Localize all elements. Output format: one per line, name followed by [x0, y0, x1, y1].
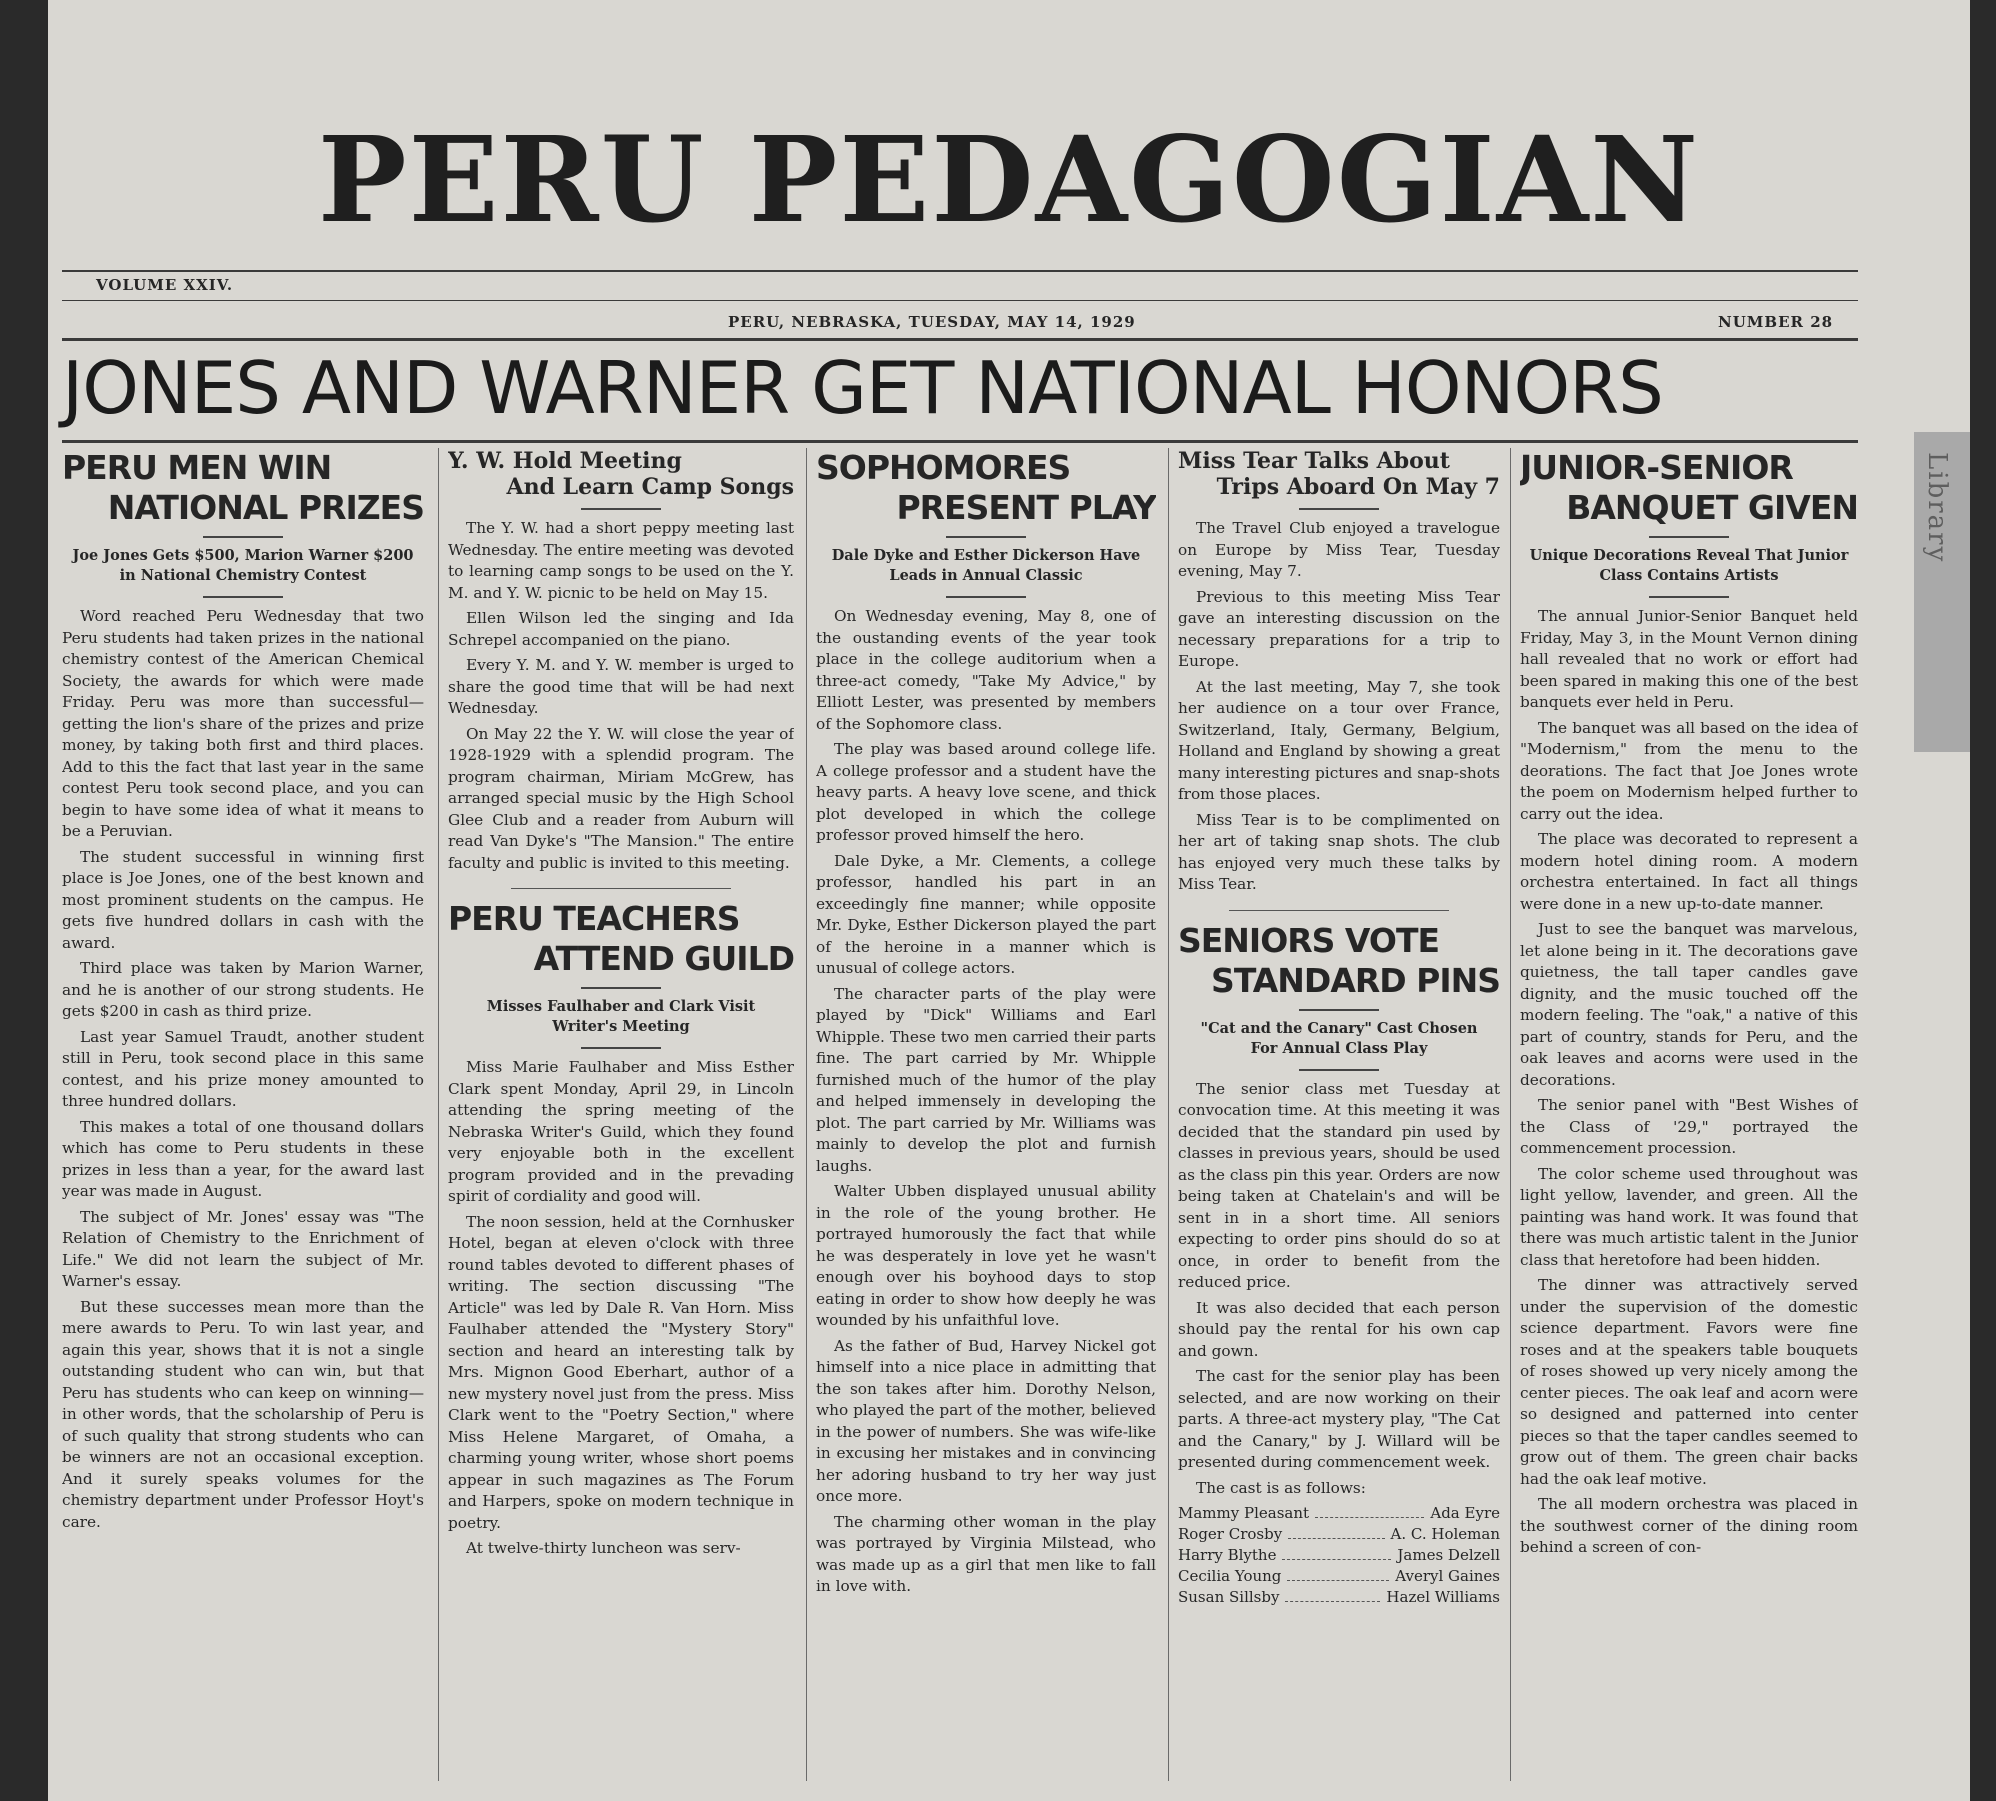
paragraph: Ellen Wilson led the singing and Ida Schrepel accompanied on the piano. [448, 609, 794, 649]
article-body [62, 606, 424, 1533]
article-headline [816, 448, 1156, 528]
headline-line-2: STANDARD PINS [1211, 960, 1500, 1000]
cast-role: Susan Sillsby [1178, 1588, 1280, 1606]
paragraph: The annual Junior-Senior Banquet held Friday, May 3, in the Mount Vernon dining hall revealed that no work or effort had been spared in making this one of the best banquets ever held in Peru. [1520, 607, 1858, 711]
headline-divider [946, 536, 1026, 538]
article-headline [448, 448, 794, 500]
headline-line-2: Trips Aboard On May 7 [1216, 474, 1500, 500]
paragraph: Last year Samuel Traudt, another student still in Peru, took second place in this same contest, and his prize money amounted to three hundred dollars. [62, 1027, 424, 1110]
headline-line-2: And Learn Camp Songs [506, 474, 794, 500]
column-4-articles [1178, 448, 1500, 1801]
leader-dots [1288, 1524, 1384, 1539]
cast-row [1178, 1524, 1500, 1545]
paragraph: On May 22 the Y. W. will close the year of 1928-1929 with a splendid program. The program chairman, Miriam McGrew, has arranged special music by the High School Glee Club and a reader from Auburn will read Van Dyke's "The Mansion." The entire faculty and public is invited to this meeting. [448, 724, 794, 872]
leader-dots [1285, 1587, 1380, 1602]
paragraph: Just to see the banquet was marvelous, let alone being in it. The decorations gave quietness, the tall taper candles gave dignity, and the music touched off the modern feeling. The "oak," a native of this part of country, stands for Peru, and the oak leaves and acorns were used in the decorations. [1520, 920, 1858, 1089]
paragraph: The senior class met Tuesday at convocation time. At this meeting it was decided that the standard pin used by classes in previous years, should be used as the class pin this year. Orders are now being taken at Chatelain's and will be sent in in a short time. All seniors expecting to order pins should do so at once, in order to benefit from the reduced price. [1178, 1079, 1500, 1291]
paragraph: Third place was taken by Marion Warner, and he is another of our strong students. He gets $200 in cash as third prize. [62, 959, 424, 1020]
subhead-divider [1299, 1069, 1379, 1071]
headline-line-1: Miss Tear Talks About [1178, 448, 1450, 474]
paragraph: The cast is as follows: [1196, 1478, 1366, 1497]
paragraph: Previous to this meeting Miss Tear gave an interesting discussion on the necessary preparations for a trip to Europe. [1178, 587, 1500, 670]
article-subhead: Joe Jones Gets $500, Marion Warner $200 in National Chemistry Contest [72, 547, 414, 584]
masthead-rule-bottom [62, 338, 1858, 341]
article-subhead: Dale Dyke and Esther Dickerson Have Leads in Annual Classic [831, 547, 1141, 584]
article-subhead: Misses Faulhaber and Clark Visit Writer's Meeting [486, 998, 756, 1035]
headline-line-1: JUNIOR-SENIOR [1520, 448, 1793, 487]
paragraph: Dale Dyke, a Mr. Clements, a college professor, handled his part in an exceedingly fine manner; while opposite Mr. Dyke, Esther Dickerson played the part of the heroine in a manner which is unusual of college actors. [816, 851, 1156, 977]
headline-line-1: Y. W. Hold Meeting [448, 448, 682, 474]
masthead-rule-mid [62, 300, 1858, 301]
library-tab-label: Library [1922, 452, 1952, 564]
article-headline [448, 899, 794, 979]
paragraph: The all modern orchestra was placed in the southwest corner of the dining room behind a screen of con- [1520, 1495, 1858, 1556]
headline-divider [1299, 1009, 1379, 1011]
column-separator [438, 448, 439, 1781]
leader-dots [1282, 1545, 1391, 1560]
cast-actor: A. C. Holeman [1390, 1525, 1500, 1543]
paragraph: At the last meeting, May 7, she took her audience on a tour over France, Switzerland, Italy, Germany, Belgium, Holland and England by showing a great many interesting pictures and snap-shots from those places. [1178, 677, 1500, 803]
paragraph: The Travel Club enjoyed a travelogue on Europe by Miss Tear, Tuesday evening, May 7. [1178, 519, 1500, 580]
paragraph: Walter Ubben displayed unusual ability in the role of the young brother. He portrayed humorously the fact that while he was desperately in love yet he wasn't enough over his boyhood days to stop eating in order to show how deeply he was wounded by his unfaithful love. [816, 1182, 1156, 1329]
article-headline [62, 448, 424, 528]
column-separator [1510, 448, 1511, 1781]
paragraph: The charming other woman in the play was portrayed by Virginia Milstead, who was made up as a girl that men like to fall in love with. [816, 1512, 1156, 1595]
cast-row [1178, 1566, 1500, 1587]
headline-line-1: PERU TEACHERS [448, 899, 740, 938]
cast-actor: Averyl Gaines [1395, 1567, 1500, 1585]
paragraph: The noon session, held at the Cornhusker Hotel, began at eleven o'clock with three round tables devoted to different phases of writing. The section discussing "The Article" was led by Dale R. Van Horn. Miss Faulhaber attended the "Mystery Story" section and heard an interesting talk by Mrs. Mignon Good Eberhart, author of a new mystery novel just from the press. Miss Clark went to the "Poetry Section," where Miss Helene Margaret, of Omaha, a charming young writer, whose short poems appear in such magazines as The Forum and Harpers, spoke on modern technique in poetry. [448, 1212, 794, 1532]
headline-line-2: NATIONAL PRIZES [107, 488, 424, 527]
paragraph: Word reached Peru Wednesday that two Peru students had taken prizes in the national chemistry contest of the American Chemical Society, the awards for which were made Friday. Peru was more than successful—getting the lion's share of the prizes and prize money, by taking both first and third places. Add to this the fact that last year in the same contest Peru took second place, and you can begin to have some idea of what it means to be a Peruvian. [62, 607, 424, 840]
paragraph: At twelve-thirty luncheon was serv- [466, 1539, 741, 1557]
article-subhead: "Cat and the Canary" Cast Chosen For Annual Class Play [1200, 1019, 1478, 1057]
paragraph: The cast for the senior play has been selected, and are now working on their parts. A three-act mystery play, "The Cat and the Canary," by J. Willard will be presented during commencement week. [1178, 1367, 1500, 1471]
section-divider [1229, 910, 1449, 911]
paragraph: As the father of Bud, Harvey Nickel got himself into a nice place in admitting that the son takes after him. Dorothy Nelson, who played the part of the mother, believed in the power of numbers. She was wife-like in excusing her mistakes and in convincing her adoring husband to try her way just once more. [816, 1336, 1156, 1505]
cast-role: Cecilia Young [1178, 1567, 1282, 1585]
paragraph: Every Y. M. and Y. W. member is urged to share the good time that will be had next Wednesday. [448, 656, 794, 717]
paragraph: The banquet was all based on the idea of "Modernism," from the menu to the deorations. The fact that Joe Jones wrote the poem on Modernism helped further to carry out the idea. [1520, 718, 1858, 823]
headline-line-1: SENIORS VOTE [1178, 920, 1439, 960]
article-headline [1178, 448, 1500, 500]
column-3-article [816, 448, 1156, 1801]
paragraph: But these successes mean more than the mere awards to Peru. To win last year, and again this year, shows that it is not a single outstanding student who can win, but that Peru has students who can keep on winning—in other words, that the scholarship of Peru is of such quality that strong students who can be winners are not an occasional exception. And it surely speaks volumes for the chemistry department under Professor Hoyt's care. [62, 1297, 424, 1531]
column-5-article [1520, 448, 1858, 1801]
paragraph: The student successful in winning first place is Joe Jones, one of the best known and most prominent students on the campus. He gets five hundred dollars in cash with the award. [62, 847, 424, 952]
paragraph: The Y. W. had a short peppy meeting last Wednesday. The entire meeting was devoted to learning camp songs to be used on the Y. M. and Y. W. picnic to be held on May 15. [448, 519, 794, 602]
leader-dots [1287, 1566, 1389, 1581]
headline-line-2: ATTEND GUILD [533, 939, 794, 978]
headline-line-2: BANQUET GIVEN [1566, 488, 1858, 527]
subhead-divider [203, 596, 283, 598]
paragraph: It was also decided that each person should pay the rental for his own cap and gown. [1178, 1298, 1500, 1360]
article-subhead: Unique Decorations Reveal That Junior Class Contains Artists [1529, 547, 1849, 584]
cast-row [1178, 1587, 1500, 1608]
paragraph: The dinner was attractively served under the supervision of the domestic science department. Favors were fine roses and at the speakers table bouquets of roses showed up very nicely among the center pieces. The oak leaf and acorn were so designed and patterned into center pieces so that the taper candles seemed to grow out of them. The green chair backs had the oak leaf motive. [1520, 1276, 1858, 1488]
volume-label: VOLUME XXIV. [96, 276, 234, 294]
newspaper-page [48, 0, 1970, 1801]
dateline: PERU, NEBRASKA, TUESDAY, MAY 14, 1929 [728, 313, 1136, 331]
cast-actor: Ada Eyre [1430, 1504, 1500, 1522]
paragraph: This makes a total of one thousand dollars which has come to Peru students in these prizes in less than a year, for the award last year was made in August. [62, 1117, 424, 1200]
subhead-divider [581, 1047, 661, 1049]
issue-number: NUMBER 28 [1718, 313, 1834, 331]
paragraph: Miss Tear is to be complimented on her art of taking snap shots. The club has enjoyed very much these talks by Miss Tear. [1178, 810, 1500, 893]
article-headline [1178, 921, 1500, 1001]
paragraph: The subject of Mr. Jones' essay was "The Relation of Chemistry to the Enrichment of Life." We did not learn the subject of Mr. Warner's essay. [62, 1207, 424, 1290]
cast-role: Mammy Pleasant [1178, 1504, 1310, 1522]
cast-role: Roger Crosby [1178, 1525, 1283, 1543]
headline-line-1: SOPHOMORES [816, 448, 1071, 487]
banner-headline: JONES AND WARNER GET NATIONAL HONORS [62, 346, 1663, 430]
paragraph: The character parts of the play were played by "Dick" Williams and Earl Whipple. These two men carried their parts fine. The part carried by Mr. Whipple furnished much of the humor of the play and helped immensely in developing the plot. The part carried by Mr. Williams was mainly to develop the plot and furnish laughs. [816, 984, 1156, 1175]
subhead-divider [1649, 596, 1729, 598]
cast-list [1178, 1503, 1500, 1608]
headline-line-1: PERU MEN WIN [62, 448, 332, 487]
masthead-title: PERU PEDAGOGIAN [317, 110, 1701, 249]
headline-line-2: PRESENT PLAY [896, 488, 1156, 527]
paragraph: The senior panel with "Best Wishes of the Class of '29," portrayed the commencement procession. [1520, 1096, 1858, 1157]
paragraph: The play was based around college life. A college professor and a student have the heavy parts. A heavy love scene, and thick plot developed in which the college professor proved himself the hero. [816, 740, 1156, 844]
headline-divider [581, 508, 661, 510]
cast-actor: Hazel Williams [1386, 1588, 1500, 1606]
paragraph: Miss Marie Faulhaber and Miss Esther Clark spent Monday, April 29, in Lincoln attending the spring meeting of the Nebraska Writer's Guild, which they found very enjoyable both in the excellent program provided and in the prevading spirit of cordiality and good will. [448, 1058, 794, 1205]
column-separator [806, 448, 807, 1781]
paragraph: On Wednesday evening, May 8, one of the oustanding events of the year took place in the college auditorium when a three-act comedy, "Take My Advice," by Elliott Lester, was presented by members of the Sophomore class. [816, 607, 1156, 733]
paragraph: The color scheme used throughout was light yellow, lavender, and green. All the painting was hand work. It was found that there was much artistic talent in the Junior class that heretofore had been hidden. [1520, 1164, 1858, 1269]
column-2-articles [448, 448, 794, 1801]
leader-dots [1315, 1503, 1424, 1518]
paragraph: The place was decorated to represent a modern hotel dining room. A modern orchestra entertained. In fact all things were done in a new up-to-date manner. [1520, 830, 1858, 913]
cast-actor: James Delzell [1397, 1546, 1500, 1564]
cast-row [1178, 1545, 1500, 1566]
cast-role: Harry Blythe [1178, 1546, 1277, 1564]
masthead-rule-top [62, 270, 1858, 272]
library-tab [1914, 432, 1970, 752]
headline-divider [581, 987, 661, 989]
subhead-divider [946, 596, 1026, 598]
cast-row [1178, 1503, 1500, 1524]
article-headline [1520, 448, 1858, 528]
headline-divider [1299, 508, 1379, 510]
banner-rule [62, 440, 1858, 443]
column-separator [1168, 448, 1169, 1781]
column-1-article [62, 448, 424, 1801]
headline-divider [203, 536, 283, 538]
headline-divider [1649, 536, 1729, 538]
section-divider [511, 888, 731, 889]
